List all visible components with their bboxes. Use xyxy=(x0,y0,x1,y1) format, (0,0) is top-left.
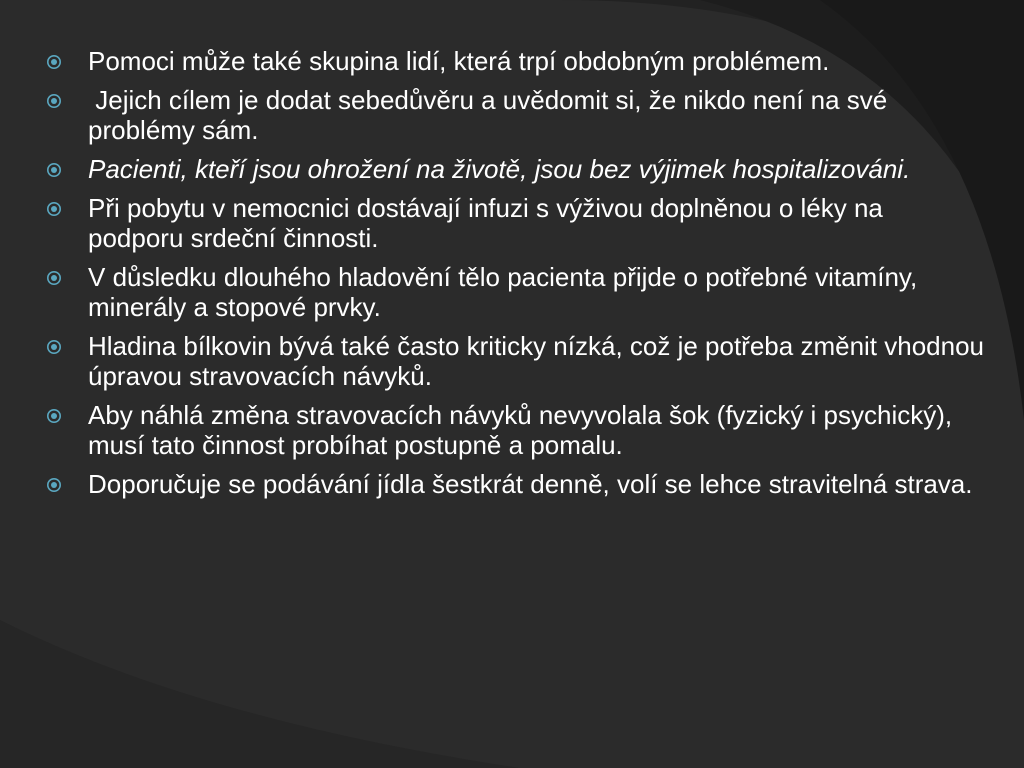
bullet-text: V důsledku dlouhého hladovění tělo pacienta přijde o potřebné vitamíny, minerály a stopové prvky. xyxy=(88,262,918,322)
bullet-item xyxy=(44,469,984,499)
bullet-item xyxy=(44,46,984,76)
bullet-text: Jejich cílem je dodat sebedůvěru a uvědomit si, že nikdo není na své problémy sám. xyxy=(88,85,895,145)
circle-bullet-icon xyxy=(46,201,62,217)
circle-bullet-icon xyxy=(46,408,62,424)
bullet-item xyxy=(44,193,984,253)
slide-content xyxy=(44,46,984,508)
bullet-text: Doporučuje se podávání jídla šestkrát denně, volí se lehce stravitelná strava. xyxy=(88,469,973,499)
bullet-item xyxy=(44,331,984,391)
circle-bullet-icon xyxy=(46,93,62,109)
bullet-item xyxy=(44,85,984,145)
bullet-text: Pomoci může také skupina lidí, která trpí obdobným problémem. xyxy=(88,46,830,76)
circle-bullet-icon xyxy=(46,477,62,493)
circle-bullet-icon xyxy=(46,162,62,178)
bullet-text: Hladina bílkovin bývá také často kriticky nízká, což je potřeba změnit vhodnou úpravou stravovacích návyků. xyxy=(88,331,985,391)
bullet-text: Aby náhlá změna stravovacích návyků nevyvolala šok (fyzický i psychický), musí tato činnost probíhat postupně a pomalu. xyxy=(88,400,953,460)
bullet-item xyxy=(44,154,984,184)
bullet-item xyxy=(44,400,984,460)
circle-bullet-icon xyxy=(46,270,62,286)
bullet-text: Pacienti, kteří jsou ohrožení na životě, jsou bez výjimek hospitalizováni. xyxy=(88,154,911,184)
bullet-text: Při pobytu v nemocnici dostávají infuzi s výživou doplněnou o léky na podporu srdeční činnosti. xyxy=(88,193,883,253)
bullet-list xyxy=(44,46,984,499)
bullet-item xyxy=(44,262,984,322)
circle-bullet-icon xyxy=(46,54,62,70)
circle-bullet-icon xyxy=(46,339,62,355)
